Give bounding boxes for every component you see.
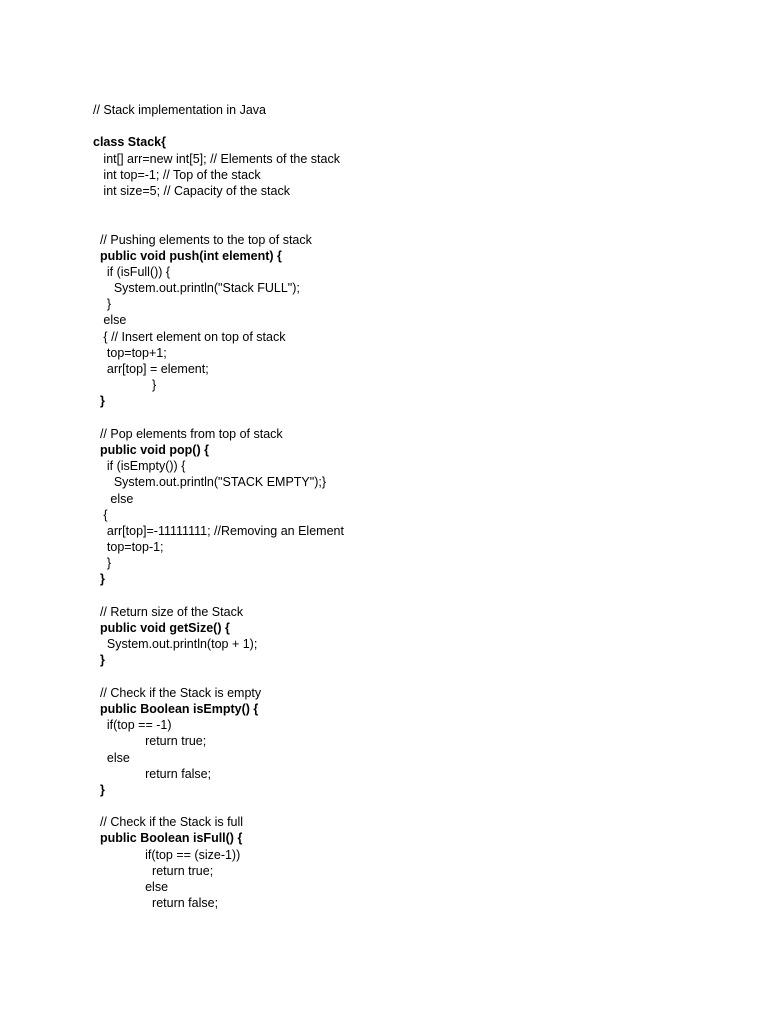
code-line: return true; bbox=[93, 863, 214, 878]
blank-line bbox=[93, 798, 713, 814]
code-line: { // Insert element on top of stack bbox=[93, 329, 286, 344]
code-document bbox=[93, 102, 713, 911]
code-line: // Stack implementation in Java bbox=[93, 103, 266, 117]
code-line: else bbox=[93, 750, 130, 765]
code-line: System.out.println(top + 1); bbox=[93, 637, 258, 652]
code-line: else bbox=[93, 880, 169, 894]
code-line: } bbox=[93, 394, 105, 409]
blank-line bbox=[93, 588, 713, 604]
code-line: arr[top] = element; bbox=[93, 362, 209, 376]
blank-line bbox=[93, 669, 713, 685]
code-line: int size=5; // Capacity of the stack bbox=[93, 183, 290, 198]
code-line: int top=-1; // Top of the stack bbox=[93, 167, 261, 182]
code-line: public void push(int element) { bbox=[93, 248, 282, 263]
code-line: // Return size of the Stack bbox=[93, 604, 244, 619]
code-line: return false; bbox=[93, 766, 212, 781]
code-line: // Pushing elements to the top of stack bbox=[93, 232, 312, 247]
code-line: // Pop elements from top of stack bbox=[93, 426, 283, 441]
code-line: } bbox=[93, 556, 112, 571]
code-line: public Boolean isFull() { bbox=[93, 831, 243, 846]
code-line: } bbox=[93, 572, 105, 587]
code-line: return true; bbox=[93, 734, 207, 749]
code-line: System.out.println("STACK EMPTY");} bbox=[93, 475, 327, 490]
code-line: int[] arr=new int[5]; // Elements of the stack bbox=[93, 151, 340, 166]
code-line: if (isEmpty()) { bbox=[93, 459, 186, 474]
code-line: if(top == (size-1)) bbox=[93, 847, 241, 862]
code-line: public void getSize() { bbox=[93, 621, 230, 635]
code-line: // Check if the Stack is full bbox=[93, 815, 244, 830]
code-line: } bbox=[93, 297, 112, 312]
code-line: else bbox=[93, 491, 134, 506]
code-line: else bbox=[93, 313, 127, 328]
code-line: return false; bbox=[93, 896, 219, 911]
blank-line bbox=[93, 410, 713, 426]
code-line: public Boolean isEmpty() { bbox=[93, 701, 259, 716]
code-line: // Check if the Stack is empty bbox=[93, 685, 262, 700]
code-line: class Stack{ bbox=[93, 135, 166, 150]
code-line: { bbox=[93, 507, 108, 522]
code-line: if(top == -1) bbox=[93, 718, 172, 733]
code-line: System.out.println("Stack FULL"); bbox=[93, 281, 300, 296]
blank-line bbox=[93, 118, 713, 134]
code-line: top=top-1; bbox=[93, 540, 164, 555]
code-line: arr[top]=-11111111; //Removing an Element bbox=[93, 523, 344, 538]
code-line: top=top+1; bbox=[93, 345, 167, 360]
code-line: } bbox=[93, 782, 105, 797]
code-line: public void pop() { bbox=[93, 442, 209, 457]
code-line: if (isFull()) { bbox=[93, 264, 171, 279]
blank-line bbox=[93, 199, 713, 215]
blank-line bbox=[93, 215, 713, 231]
code-line: } bbox=[93, 378, 157, 393]
code-line: } bbox=[93, 653, 105, 668]
